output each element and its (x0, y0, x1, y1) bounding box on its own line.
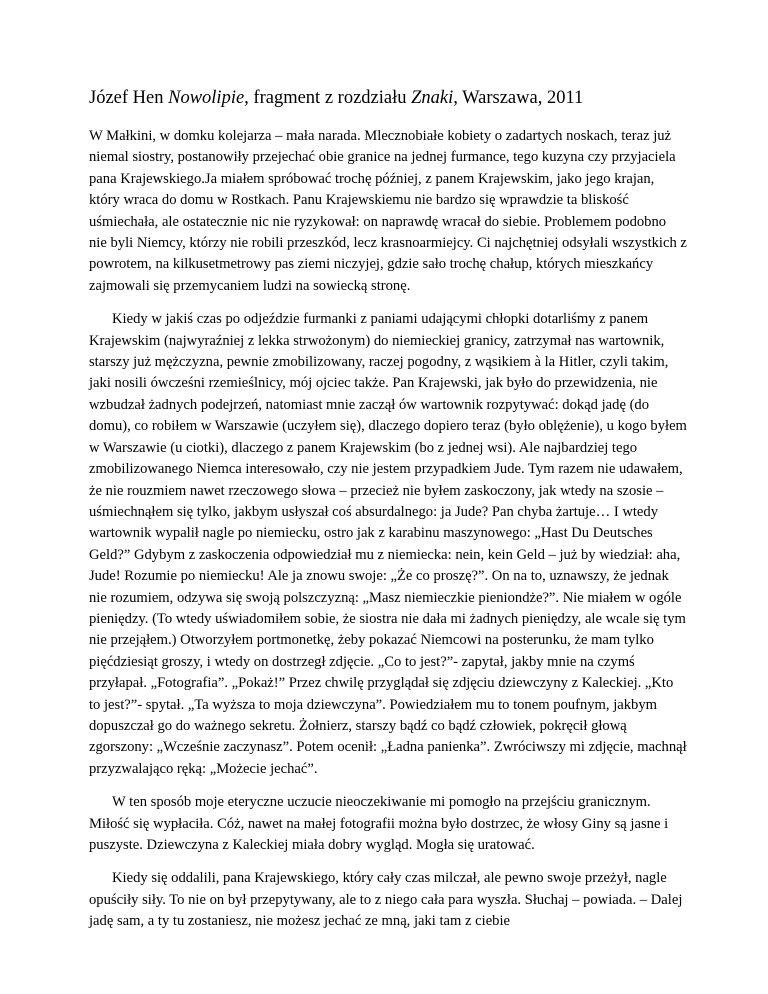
paragraph-4: Kiedy się oddalili, pana Krajewskiego, który cały czas milczał, ale pewno swoje przeżył, nagle opuściły siły. To nie on był przepytywany, ale to z niego cała para wyszła. Słuchaj – powiada. – Dalej jadę sam, a ty tu zostaniesz, nie możesz jechać ze mną, jaki tam z ciebie (89, 870, 683, 930)
document-title (89, 86, 749, 110)
paragraph-2: Kiedy w jakiś czas po odjeździe furmanki z paniami udającymi chłopki dotarliśmy z panem Krajewskim (najwyraźniej z lekka strwożonym) do niemieckiej granicy, zatrzymał nas wartownik, starszy już mężczyzna, pewnie zmobilizowany, raczej pogodny, z wąsikiem à la Hitler, czyli takim, jaki nosili ówcześni rzemieślnicy, mój ojciec także. Pan Krajewski, jak było do przewidzenia, nie wzbudzał żadnych podejrzeń, natomiast mnie zaczął ów wartownik rozpytywać: dokąd jadę (do domu), co robiłem w Warszawie (uczyłem się), dlaczego dopiero teraz (było oblężenie), u kogo byłem w Warszawie (u ciotki), dlaczego z panem Krajewskim (bo z jednej wsi). Ale najbardziej tego zmobilizowanego Niemca interesowało, czy nie jestem przypadkiem Jude. Tym razem nie udawałem, że nie rouzmiem nawet rzeczowego słowa – przecież nie byłem zaskoczony, jak wtedy na szosie – uśmiechnąłem się tylko, jakbym usłyszał coś absurdalnego: ja Jude? Pan chyba żartuje… I wtedy wartownik wypalił nagle po niemiecku, ostro jak z karabinu maszynowego: „Hast Du Deutsches Geld?” Gdybym z zaskoczenia odpowiedział mu z niemiecka: nein, kein Geld – już by wiedział: aha, Jude! Rozumie po niemiecku! Ale ja znowu swoje: „Że co proszę?”. On na to, uznawszy, że jednak nie rozumiem, odzywa się swoją polszczyzną: „Masz niemieczkie pieniondże?”. Nie miałem w ogóle pieniędzy. (To wtedy uświadomiłem sobie, że siostra nie dała mi żadnych pieniędzy, ale wcale się tym nie przejąłem.) Otworzyłem portmonetkę, żeby pokazać Niemcowi na posterunku, że mam tylko pięćdziesiąt groszy, i wtedy on dostrzegł zdjęcie. „Co to jest?”- zapytał, jakby mnie na czymś przyłapał. „Fotografia”. „Pokaż!” Przez chwilę przyglądał się zdjęciu dziewczyny z Kaleckiej. „Kto to jest?”- spytał. „Ta wyższa to moja dziewczyna”. Powiedziałem mu to tonem poufnym, jakbym dopuszczał go do ważnego sekretu. Żołnierz, starszy bądź co bądź człowiek, pokręcił głową zgorszony: „Wcześnie zaczynasz”. Potem ocenił: „Ładna panienka”. Zwróciwszy mi zdjęcie, machnął przyzwalająco ręką: „Możecie jechać”. (89, 311, 687, 777)
title-fragment-prefix: fragment z rozdziału (248, 88, 412, 108)
document-body (89, 126, 687, 945)
paragraph-3: W ten sposób moje eteryczne uczucie nieoczekiwanie mi pomogło na przejściu granicznym. Miłość się wypłaciła. Cóż, nawet na małej fotografii można było dostrzec, że włosy Giny są jasne i puszyste. Dziewczyna z Kaleckiej miała dobry wygląd. Mogła się uratować. (89, 794, 669, 853)
title-place-year: Warszawa, 2011 (457, 88, 584, 108)
paragraph-1: W Małkini, w domku kolejarza – mała narada. Mlecznobiałe kobiety o zadartych noskach, teraz już niemal siostry, postanowiły przejechać obie granice na jednej furmance, tego kuzyna czy przyjaciela pana Krajewskiego.Ja miałem spróbować trochę później, z panem Krajewskim, jako jego krajan, który wraca do domu w Rostkach. Panu Krajewskiemu nie bardzo się wprawdzie ta bliskość uśmiechała, ale ostatecznie nic nie ryzykował: on naprawdę wracał do siebie. Problemem podobno nie byli Niemcy, którzy nie robili przeszkód, lecz krasnoarmiejcy. Ci najchętniej odsyłali wszystkich z powrotem, na kilkusetmetrowy pas ziemi niczyjej, gdzie sało trochę chałup, których mieszkańcy zajmowali się przemycaniem ludzi na sowiecką stronę. (89, 128, 687, 294)
title-chapter: Znaki, (411, 88, 458, 108)
title-author: Józef Hen (89, 88, 164, 108)
title-book: Nowolipie, (168, 88, 249, 108)
